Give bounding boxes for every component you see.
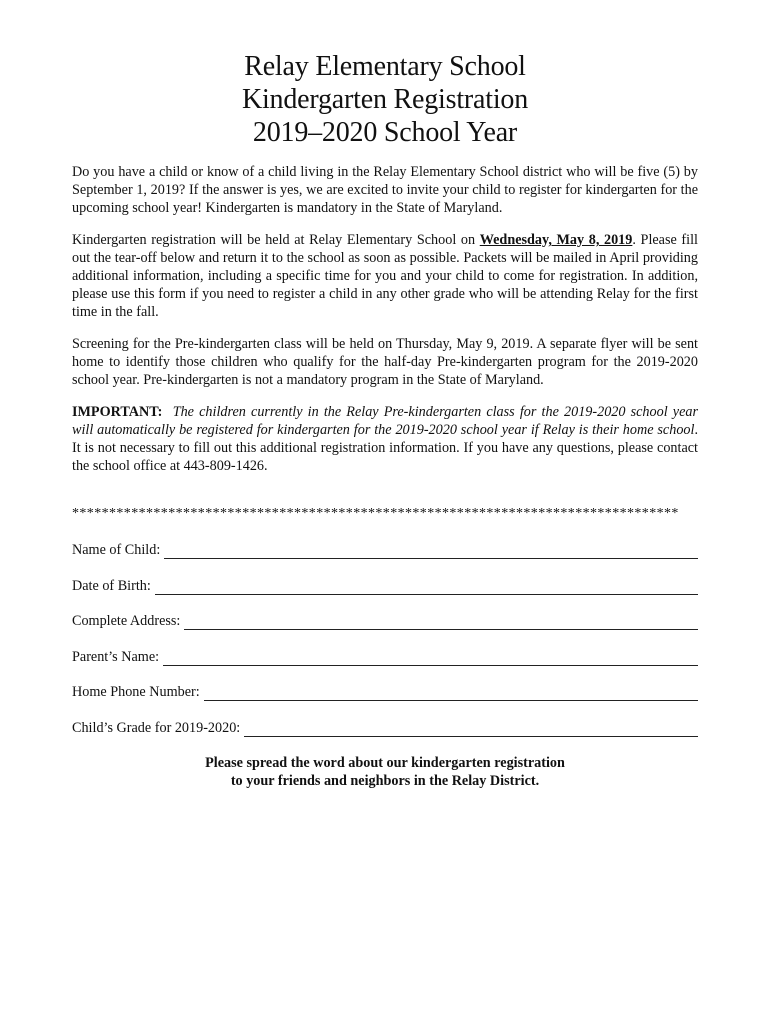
screening-paragraph: Screening for the Pre-kindergarten class will be held on Thursday, May 9, 2019. A separate flyer will be sent home to identify those children who qualify for the half-day Pre-kindergarten program for the 2019-2020 school year. Pre-kindergarten is not a mandatory program in the State of Maryland. xyxy=(72,336,698,388)
address-blank[interactable] xyxy=(184,614,698,630)
child-name-field xyxy=(72,541,698,559)
important-label: IMPORTANT: xyxy=(72,404,163,420)
dob-label: Date of Birth: xyxy=(72,577,151,594)
school-year: 2019–2020 School Year xyxy=(252,117,518,148)
important-rest-text: . It is not necessary to fill out this additional registration information. If you have any questions, please contact the school office at 443-809-1426. xyxy=(72,422,698,474)
registration-text-before: Kindergarten registration will be held at Relay Elementary School on xyxy=(72,232,480,248)
parent-name-field xyxy=(72,648,698,666)
dob-field xyxy=(72,577,698,595)
grade-blank[interactable] xyxy=(244,721,698,737)
parent-name-blank[interactable] xyxy=(163,650,698,666)
address-field xyxy=(72,612,698,630)
parent-name-label: Parent’s Name: xyxy=(72,648,160,665)
closing-line-2: to your friends and neighbors in the Relay District. xyxy=(230,773,540,789)
child-name-label: Name of Child: xyxy=(72,542,161,558)
registration-text-after: . Please fill out the tear-off below and return it to the school as soon as possible. Packets will be mailed in April providing additional information, including a specific time for you and your child to come for registration. In addition, please use this form if you need to register a child in any other grade who will be attending Relay for the first time in the fall. xyxy=(72,232,698,320)
address-label: Complete Address: xyxy=(72,613,181,629)
important-paragraph xyxy=(72,403,698,475)
grade-field xyxy=(72,719,698,737)
important-italic-text: The children currently in the Relay Pre-kindergarten class for the 2019-2020 school year will automatically be registered for kindergarten for the 2019-2020 school year if Relay is their home school xyxy=(72,404,699,438)
phone-field xyxy=(72,683,698,701)
closing-line-1: Please spread the word about our kindergarten registration xyxy=(205,755,565,771)
document-title: Kindergarten Registration xyxy=(241,84,529,115)
phone-blank[interactable] xyxy=(204,685,698,701)
title-block xyxy=(72,50,698,149)
grade-label: Child’s Grade for 2019-2020: xyxy=(72,719,241,736)
intro-paragraph: Do you have a child or know of a child living in the Relay Elementary School district who will be five (5) by September 1, 2019? If the answer is yes, we are excited to invite your child to register for kindergarten for the upcoming school year! Kindergarten is mandatory in the State of Maryland. xyxy=(72,164,698,216)
document-page xyxy=(72,50,698,790)
registration-paragraph xyxy=(72,231,698,321)
school-name: Relay Elementary School xyxy=(244,51,526,82)
phone-label: Home Phone Number: xyxy=(72,684,200,700)
tear-off-separator: ********************************************************************************** xyxy=(72,506,679,521)
child-name-blank[interactable] xyxy=(164,543,698,559)
dob-blank[interactable] xyxy=(155,579,698,595)
registration-date: Wednesday, May 8, 2019 xyxy=(479,232,633,248)
closing-message xyxy=(72,754,698,790)
